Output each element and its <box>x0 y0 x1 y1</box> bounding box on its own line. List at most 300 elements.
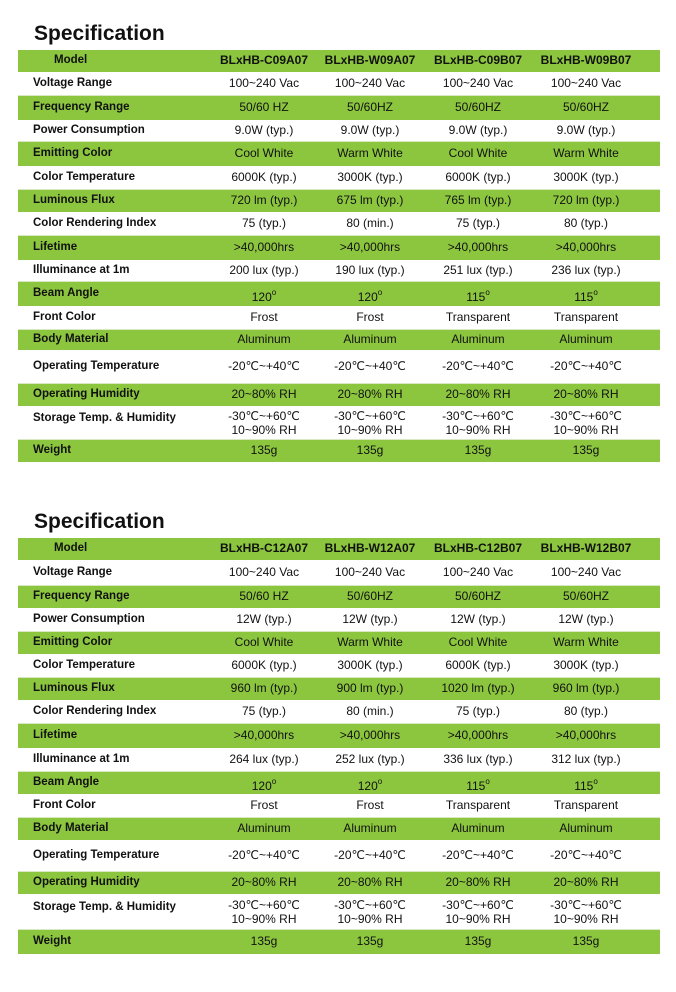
cell-text: Aluminum <box>559 332 613 346</box>
cell-text: Cool White <box>234 146 294 160</box>
table-cell <box>208 387 320 401</box>
table-cell <box>208 123 320 137</box>
cell-text: Cool White <box>234 635 294 649</box>
cell-text: BLxHB-W09A07 <box>324 53 416 67</box>
table-cell <box>314 286 426 304</box>
cell-text: >40,000hrs <box>339 240 401 254</box>
table-row <box>18 586 660 608</box>
cell-text: Frost <box>250 798 278 812</box>
table-cell <box>530 76 642 90</box>
model-name-cell <box>422 53 534 67</box>
table-cell <box>422 775 534 793</box>
cell-text: Warm White <box>553 146 619 160</box>
cell-text: 12W (typ.) <box>342 612 398 626</box>
cell-text: 135g <box>356 934 384 948</box>
table-cell <box>208 443 320 457</box>
cell-text: 190 lux (typ.) <box>335 263 405 277</box>
table-row <box>18 724 660 748</box>
cell-text: 80 (min.) <box>346 704 394 718</box>
table-cell <box>422 565 534 579</box>
table-cell <box>530 100 642 114</box>
table-row <box>18 96 660 120</box>
cell-text: 20~80% RH <box>231 387 297 401</box>
table-cell <box>314 589 426 603</box>
cell-text: 135g <box>572 443 600 457</box>
cell-text: Aluminum <box>237 332 291 346</box>
cell-text: 675 lm (typ.) <box>336 193 404 207</box>
cell-line: 10~90% RH <box>231 423 297 437</box>
cell-text: 135g <box>356 443 384 457</box>
cell-line: 10~90% RH <box>445 912 511 926</box>
cell-text: 115 <box>466 290 486 304</box>
cell-line: -30℃~+60℃ <box>228 898 300 912</box>
table-row <box>18 840 660 872</box>
model-header-label: Model <box>54 542 88 554</box>
table-cell <box>314 123 426 137</box>
table-cell <box>314 310 426 324</box>
table-cell <box>422 612 534 626</box>
cell-text: >40,000hrs <box>233 240 295 254</box>
table-cell <box>530 170 642 184</box>
cell-text: 100~240 Vac <box>228 76 300 90</box>
cell-line: -30℃~+60℃ <box>550 409 622 423</box>
model-name-cell <box>530 541 642 555</box>
cell-text: 20~80% RH <box>445 875 511 889</box>
row-label: Illuminance at 1m <box>33 753 130 765</box>
table-cell <box>422 658 534 672</box>
model-name-cell <box>530 53 642 67</box>
row-label: Frequency Range <box>33 590 130 602</box>
cell-text: -20℃~+40℃ <box>550 359 622 373</box>
table-cell <box>422 76 534 90</box>
table-row <box>18 632 660 654</box>
table-cell <box>422 752 534 766</box>
degree-superscript: o <box>377 777 383 786</box>
table-row <box>18 772 660 794</box>
cell-text: BLxHB-W09B07 <box>540 53 632 67</box>
cell-text: 252 lux (typ.) <box>335 752 405 766</box>
cell-line: 10~90% RH <box>231 912 297 926</box>
row-label: Body Material <box>33 333 109 345</box>
table-cell <box>530 216 642 230</box>
row-label: Beam Angle <box>33 776 100 788</box>
row-label: Emitting Color <box>33 147 113 159</box>
cell-text: 6000K (typ.) <box>445 170 511 184</box>
table-cell <box>422 821 534 835</box>
table-row <box>18 120 660 142</box>
table-header-row <box>18 538 660 560</box>
row-label: Illuminance at 1m <box>33 264 130 276</box>
table-cell <box>208 286 320 304</box>
table-cell <box>314 565 426 579</box>
table-cell <box>530 146 642 160</box>
row-label: Emitting Color <box>33 636 113 648</box>
cell-text: 20~80% RH <box>553 875 619 889</box>
degree-superscript: o <box>593 288 598 297</box>
table-cell <box>530 359 642 373</box>
table-cell <box>530 443 642 457</box>
table-cell <box>422 875 534 889</box>
table-cell <box>530 286 642 304</box>
cell-text: 12W (typ.) <box>450 612 506 626</box>
table-row <box>18 330 660 350</box>
cell-text: Frost <box>356 310 384 324</box>
cell-text: 100~240 Vac <box>228 565 300 579</box>
cell-text: 12W (typ.) <box>558 612 614 626</box>
table-cell <box>530 263 642 277</box>
cell-text: 115 <box>574 290 594 304</box>
cell-text: 20~80% RH <box>445 387 511 401</box>
table-cell <box>530 728 642 742</box>
cell-text: 135g <box>250 443 278 457</box>
table-cell <box>422 589 534 603</box>
table-cell <box>530 123 642 137</box>
cell-text: 100~240 Vac <box>550 565 622 579</box>
cell-text: 120 <box>357 290 378 304</box>
row-label: Power Consumption <box>33 124 145 136</box>
cell-text: BLxHB-W12A07 <box>324 541 416 555</box>
cell-text: 6000K (typ.) <box>445 658 511 672</box>
degree-superscript: o <box>377 288 383 297</box>
cell-text: 9.0W (typ.) <box>234 123 294 137</box>
cell-line: 10~90% RH <box>445 423 511 437</box>
cell-text: -20℃~+40℃ <box>228 848 300 862</box>
table-cell <box>422 798 534 812</box>
row-label: Power Consumption <box>33 613 145 625</box>
model-name-cell <box>422 541 534 555</box>
cell-text: >40,000hrs <box>339 728 401 742</box>
table-cell <box>314 409 426 437</box>
degree-superscript: o <box>485 777 490 786</box>
degree-superscript: o <box>593 777 598 786</box>
row-label: Color Temperature <box>33 659 136 671</box>
table-cell <box>208 332 320 346</box>
cell-line: -30℃~+60℃ <box>442 898 514 912</box>
cell-text: 9.0W (typ.) <box>448 123 508 137</box>
table-cell <box>530 681 642 695</box>
table-cell <box>314 443 426 457</box>
table-cell <box>208 240 320 254</box>
table-cell <box>422 409 534 437</box>
spec-table <box>18 50 660 462</box>
table-row <box>18 700 660 724</box>
cell-text: 3000K (typ.) <box>337 170 403 184</box>
table-cell <box>208 263 320 277</box>
cell-text: 80 (typ.) <box>563 704 608 718</box>
table-cell <box>530 658 642 672</box>
table-cell <box>208 193 320 207</box>
cell-text: 120 <box>251 779 272 793</box>
table-row <box>18 306 660 330</box>
table-cell <box>208 681 320 695</box>
table-row <box>18 818 660 840</box>
cell-text: BLxHB-W12B07 <box>540 541 632 555</box>
row-label: Operating Temperature <box>33 849 160 861</box>
table-row <box>18 142 660 166</box>
cell-text: 50/60HZ <box>346 100 394 114</box>
cell-text: 135g <box>464 443 492 457</box>
cell-text: 115 <box>466 779 486 793</box>
table-row <box>18 794 660 818</box>
cell-line: -30℃~+60℃ <box>442 409 514 423</box>
cell-text: 135g <box>572 934 600 948</box>
table-cell <box>422 100 534 114</box>
cell-line: 10~90% RH <box>337 423 403 437</box>
cell-line: -30℃~+60℃ <box>550 898 622 912</box>
cell-text: 1020 lm (typ.) <box>441 681 515 695</box>
cell-text: BLxHB-C12B07 <box>433 541 523 555</box>
cell-text: Frost <box>356 798 384 812</box>
cell-text: 9.0W (typ.) <box>340 123 400 137</box>
table-cell <box>530 409 642 437</box>
table-cell <box>208 100 320 114</box>
row-label: Voltage Range <box>33 77 113 89</box>
cell-text: 50/60 HZ <box>239 589 289 603</box>
cell-text: 20~80% RH <box>337 387 403 401</box>
table-cell <box>314 170 426 184</box>
row-label: Frequency Range <box>33 101 130 113</box>
table-cell <box>530 848 642 862</box>
table-cell <box>530 821 642 835</box>
cell-line: -30℃~+60℃ <box>228 409 300 423</box>
table-cell <box>422 359 534 373</box>
table-cell <box>530 752 642 766</box>
section-title: Specification <box>34 510 165 533</box>
cell-text: 135g <box>464 934 492 948</box>
cell-text: 120 <box>251 290 272 304</box>
model-name-cell <box>314 541 426 555</box>
cell-text: 50/60HZ <box>562 589 610 603</box>
cell-text: BLxHB-C09B07 <box>433 53 523 67</box>
section-title: Specification <box>34 22 165 45</box>
cell-text: 720 lm (typ.) <box>230 193 298 207</box>
cell-text: BLxHB-C09A07 <box>219 53 309 67</box>
row-label: Beam Angle <box>33 287 100 299</box>
cell-text: 12W (typ.) <box>236 612 292 626</box>
row-label: Lifetime <box>33 241 78 253</box>
cell-text: 75 (typ.) <box>241 704 286 718</box>
table-cell <box>314 387 426 401</box>
table-row <box>18 894 660 930</box>
table-cell <box>208 565 320 579</box>
table-cell <box>530 612 642 626</box>
row-label: Color Rendering Index <box>33 705 157 717</box>
cell-text: Frost <box>250 310 278 324</box>
table-cell <box>208 821 320 835</box>
cell-text: -20℃~+40℃ <box>334 359 406 373</box>
cell-line: -30℃~+60℃ <box>334 409 406 423</box>
table-row <box>18 350 660 384</box>
table-cell <box>422 216 534 230</box>
table-cell <box>530 565 642 579</box>
cell-text: Transparent <box>445 798 511 812</box>
cell-text: Cool White <box>448 635 508 649</box>
table-cell <box>422 681 534 695</box>
cell-text: 75 (typ.) <box>455 704 500 718</box>
table-cell <box>314 100 426 114</box>
cell-text: >40,000hrs <box>447 240 509 254</box>
table-cell <box>422 286 534 304</box>
cell-text: 50/60HZ <box>346 589 394 603</box>
table-cell <box>208 409 320 437</box>
table-row <box>18 930 660 954</box>
table-cell <box>422 728 534 742</box>
cell-text: -20℃~+40℃ <box>228 359 300 373</box>
cell-text: 100~240 Vac <box>442 565 514 579</box>
table-cell <box>530 934 642 948</box>
table-row <box>18 260 660 282</box>
table-row <box>18 608 660 632</box>
cell-text: 236 lux (typ.) <box>551 263 621 277</box>
cell-text: 115 <box>574 779 594 793</box>
table-cell <box>314 681 426 695</box>
table-cell <box>314 728 426 742</box>
table-row <box>18 560 660 586</box>
cell-text: Warm White <box>337 635 403 649</box>
cell-text: BLxHB-C12A07 <box>219 541 309 555</box>
model-name-cell <box>208 53 320 67</box>
table-cell <box>208 798 320 812</box>
table-cell <box>422 310 534 324</box>
table-cell <box>530 387 642 401</box>
cell-line: 10~90% RH <box>553 423 619 437</box>
cell-text: 900 lm (typ.) <box>336 681 404 695</box>
table-cell <box>314 934 426 948</box>
table-cell <box>208 704 320 718</box>
cell-text: 100~240 Vac <box>334 565 406 579</box>
row-label: Weight <box>33 444 72 456</box>
table-cell <box>314 612 426 626</box>
table-cell <box>530 332 642 346</box>
cell-text: >40,000hrs <box>555 240 617 254</box>
cell-text: Aluminum <box>451 821 505 835</box>
table-cell <box>314 263 426 277</box>
cell-text: 80 (typ.) <box>563 216 608 230</box>
table-cell <box>422 934 534 948</box>
cell-text: 20~80% RH <box>337 875 403 889</box>
cell-text: Aluminum <box>343 332 397 346</box>
table-cell <box>314 875 426 889</box>
cell-text: 6000K (typ.) <box>231 658 297 672</box>
model-name-cell <box>208 541 320 555</box>
cell-text: 80 (min.) <box>346 216 394 230</box>
table-cell <box>208 170 320 184</box>
cell-text: Transparent <box>553 798 619 812</box>
cell-text: >40,000hrs <box>447 728 509 742</box>
table-cell <box>422 240 534 254</box>
cell-text: 264 lux (typ.) <box>229 752 299 766</box>
table-cell <box>208 635 320 649</box>
table-row <box>18 190 660 212</box>
cell-text: 120 <box>357 779 378 793</box>
table-row <box>18 282 660 306</box>
table-cell <box>314 775 426 793</box>
row-label: Front Color <box>33 311 96 323</box>
cell-text: 3000K (typ.) <box>337 658 403 672</box>
cell-text: 3000K (typ.) <box>553 170 619 184</box>
table-cell <box>208 934 320 948</box>
cell-text: -20℃~+40℃ <box>442 848 514 862</box>
table-cell <box>422 263 534 277</box>
table-cell <box>208 310 320 324</box>
table-cell <box>530 875 642 889</box>
cell-text: Warm White <box>337 146 403 160</box>
table-cell <box>422 387 534 401</box>
table-row <box>18 654 660 678</box>
table-cell <box>314 898 426 926</box>
table-cell <box>208 728 320 742</box>
table-cell <box>422 898 534 926</box>
cell-text: Warm White <box>553 635 619 649</box>
table-header-row <box>18 50 660 72</box>
table-cell <box>314 240 426 254</box>
table-cell <box>208 589 320 603</box>
cell-text: -20℃~+40℃ <box>334 848 406 862</box>
cell-text: 765 lm (typ.) <box>444 193 512 207</box>
cell-text: 100~240 Vac <box>334 76 406 90</box>
cell-text: 336 lux (typ.) <box>443 752 513 766</box>
table-cell <box>314 332 426 346</box>
cell-text: -20℃~+40℃ <box>442 359 514 373</box>
table-cell <box>208 898 320 926</box>
table-cell <box>314 193 426 207</box>
cell-text: Aluminum <box>237 821 291 835</box>
table-row <box>18 748 660 772</box>
table-row <box>18 236 660 260</box>
table-cell <box>422 332 534 346</box>
table-cell <box>314 76 426 90</box>
table-cell <box>422 123 534 137</box>
cell-text: 50/60HZ <box>562 100 610 114</box>
table-cell <box>208 658 320 672</box>
table-cell <box>530 798 642 812</box>
table-cell <box>530 240 642 254</box>
cell-text: 20~80% RH <box>231 875 297 889</box>
row-label: Color Rendering Index <box>33 217 157 229</box>
cell-text: 100~240 Vac <box>550 76 622 90</box>
cell-text: >40,000hrs <box>555 728 617 742</box>
model-header-label: Model <box>54 54 88 66</box>
table-row <box>18 440 660 462</box>
row-label: Storage Temp. & Humidity <box>33 901 176 913</box>
cell-text: Transparent <box>553 310 619 324</box>
row-label: Operating Temperature <box>33 360 160 372</box>
table-row <box>18 384 660 406</box>
table-row <box>18 72 660 96</box>
cell-text: 135g <box>250 934 278 948</box>
cell-text: Aluminum <box>559 821 613 835</box>
cell-text: >40,000hrs <box>233 728 295 742</box>
table-cell <box>208 752 320 766</box>
table-cell <box>208 775 320 793</box>
cell-text: 200 lux (typ.) <box>229 263 299 277</box>
table-cell <box>208 359 320 373</box>
cell-text: 6000K (typ.) <box>231 170 297 184</box>
table-cell <box>314 359 426 373</box>
cell-text: 251 lux (typ.) <box>443 263 513 277</box>
table-cell <box>314 704 426 718</box>
table-cell <box>314 635 426 649</box>
table-cell <box>208 146 320 160</box>
table-cell <box>422 146 534 160</box>
row-label: Voltage Range <box>33 566 113 578</box>
cell-text: Aluminum <box>451 332 505 346</box>
table-cell <box>530 310 642 324</box>
table-cell <box>208 216 320 230</box>
table-cell <box>208 76 320 90</box>
cell-text: Transparent <box>445 310 511 324</box>
table-cell <box>208 612 320 626</box>
